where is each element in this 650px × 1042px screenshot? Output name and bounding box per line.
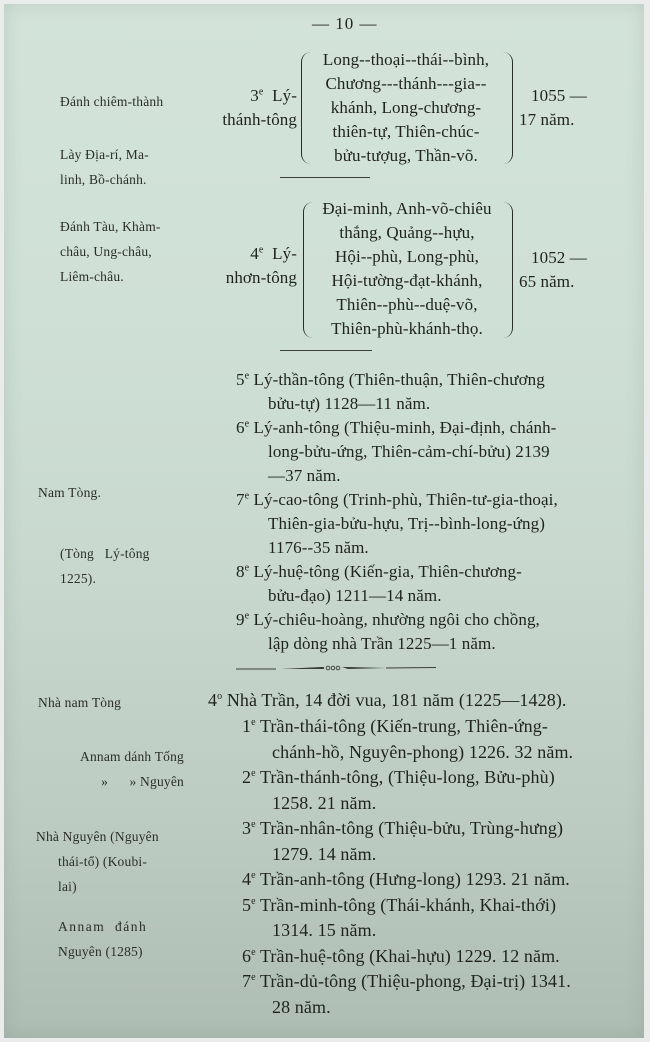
margin-note-nam-tong: Nam Tòng.: [38, 485, 102, 500]
margin-note-tong-ly-tong: (Tòng Lý-tông 1225).: [60, 546, 150, 586]
list-item: 5e Lý-thần-tông (Thiên-thuận, Thiên-chương bửu-tự) 1128—11 năm.: [236, 370, 545, 413]
list-item: 7e Lý-cao-tông (Trinh-phù, Thiên-tư-gia-thoại, Thiên-gia-bửu-hựu, Trị--bình-long-ứng) 1176--35 năm.: [236, 490, 558, 557]
list-item: 9e Lý-chiêu-hoàng, nhường ngôi cho chồng, lập dòng nhà Trần 1225—1 năm.: [236, 610, 540, 653]
margin-note-annam-danh-tong: Annam dánh Tống » » Nguyên: [80, 749, 184, 789]
list-item: 4e Trần-anh-tông (Hưng-long) 1293. 21 năm.: [242, 869, 570, 889]
ly-reign-list: [236, 368, 616, 656]
list-item: 5e Trần-minh-tông (Thái-khánh, Khai-thới) 1314. 15 năm.: [242, 894, 557, 940]
list-item: 7e Trần-dủ-tông (Thiệu-phong, Đại-trị) 1341. 28 năm.: [242, 971, 571, 1017]
margin-note-nha-nam-tong: Nhà nam Tòng: [38, 695, 122, 710]
list-item: 2e Trần-thánh-tông, (Thiệu-long, Bửu-phù) 1258. 21 năm.: [242, 767, 555, 813]
tran-reign-list: [242, 714, 632, 1020]
list-item: 1e Trần-thái-tông (Kiến-trung, Thiên-ứng- chánh-hồ, Nguyên-phong) 1226. 32 năm.: [242, 716, 574, 762]
reign-years-ly-thanh-tong: 1055 — 17 năm.: [519, 86, 587, 129]
margin-note-nha-nguyen: Nhà Nguyên (Nguyên thái-tổ) (Koubi- lai): [36, 829, 159, 894]
margin-note-lay-dia-ri: Lày Địa-rí, Ma- linh, Bồ-chánh.: [60, 147, 149, 187]
margin-note-danh-chiem-thanh: Đánh chiêm-thành: [60, 94, 164, 109]
section-divider: [280, 177, 370, 178]
king-name-ly-thanh-tong: 3e Lý- thánh-tông: [222, 86, 297, 129]
margin-note-danh-tau: Đánh Tàu, Khàm- châu, Ung-châu, Liêm-châu.: [60, 219, 161, 284]
reign-years-ly-nhon-tong: 1052 — 65 năm.: [519, 248, 587, 291]
era-names-ly-nhon-tong: Đại-minh, Anh-võ-chiêu thắng, Quảng--hựu, Hội--phù, Long-phù, Hội-tường-đạt-khánh, Thiên--phù--duệ-võ, Thiên-phù-khánh-thọ.: [322, 199, 492, 338]
list-item: 6e Lý-anh-tông (Thiệu-minh, Đại-định, chánh- long-bửu-ứng, Thiên-cảm-chí-bửu) 2139 —37 năm.: [236, 418, 557, 485]
book-page: [4, 4, 644, 1038]
king-name-ly-nhon-tong: 4e Lý- nhơn-tông: [225, 244, 297, 287]
page-number: — 10 —: [312, 14, 378, 33]
list-item: 6e Trần-huệ-tông (Khai-hựu) 1229. 12 năm.: [242, 945, 560, 966]
margin-note-annam-danh-nguyen: Annam đánh Nguyên (1285): [58, 919, 148, 959]
list-item: 8e Lý-huệ-tông (Kiến-gia, Thiên-chương- bửu-đạo) 1211—14 năm.: [236, 562, 522, 605]
ornamental-divider: [236, 664, 436, 672]
tran-dynasty-header: 4$^o$ Nhà Trần, 14 đời vua, 181 năm (1225—1428).: [208, 690, 567, 710]
section-divider: [280, 350, 372, 351]
era-names-ly-thanh-tong: Long--thoại--thái--bình, Chương---thánh---gia-- khánh, Long-chương- thiên-tự, Thiên-chúc- bửu-tượug, Thần-võ.: [322, 50, 490, 165]
list-item: 3e Trần-nhân-tông (Thiệu-bửu, Trùng-hưng) 1279. 14 năm.: [242, 818, 564, 864]
